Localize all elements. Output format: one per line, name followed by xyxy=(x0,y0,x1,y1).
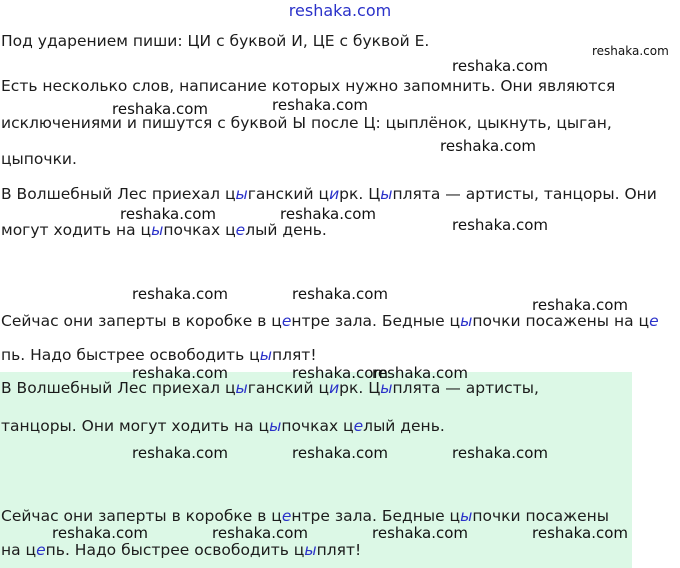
text-segment: пь. Надо быстрее освободить ц xyxy=(1,346,260,364)
missing-letter: е xyxy=(235,221,246,239)
text-segment: танцоры. Они могут ходить на ц xyxy=(1,417,270,435)
text-segment: Сейчас они заперты в коробке в ц xyxy=(1,312,282,330)
missing-letter: ы xyxy=(460,312,473,330)
text-segment: В Волшебный Лес приехал ц xyxy=(1,379,236,397)
answer-paragraph-2-line-2 xyxy=(1,541,361,559)
text-segment: почки посажены xyxy=(472,507,610,525)
watermark: reshaka.com xyxy=(52,524,148,542)
text-segment: плята — артисты, xyxy=(392,379,539,397)
watermark: reshaka.com xyxy=(112,100,208,118)
watermark: reshaka.com xyxy=(272,96,368,114)
watermark: reshaka.com xyxy=(132,364,228,382)
missing-letter: ы xyxy=(151,221,164,239)
text-segment: почках ц xyxy=(281,417,354,435)
site-logo[interactable]: reshaka.com xyxy=(288,1,392,20)
inserted-letter: ы xyxy=(380,379,393,397)
watermark: reshaka.com xyxy=(372,524,468,542)
rule-text: Под ударением пиши: ЦИ с буквой И, ЦЕ с буквой Е. xyxy=(1,32,430,50)
inserted-letter: и xyxy=(329,379,340,397)
exceptions-line-1: Есть несколько слов, написание которых нужно запомнить. Они являются xyxy=(1,77,616,95)
watermark: reshaka.com xyxy=(532,296,628,314)
text-segment: могут ходить на ц xyxy=(1,221,152,239)
inserted-letter: ы xyxy=(304,541,317,559)
text-segment: лый день. xyxy=(245,221,327,239)
missing-letter: ы xyxy=(380,185,393,203)
inserted-letter: ы xyxy=(460,507,473,525)
text-segment: рк. Ц xyxy=(339,185,381,203)
task-paragraph-1-line-2 xyxy=(1,221,327,239)
watermark: reshaka.com xyxy=(532,524,628,542)
watermark: reshaka.com xyxy=(452,444,548,462)
watermark: reshaka.com xyxy=(592,44,669,58)
text-segment: рк. Ц xyxy=(339,379,381,397)
text-segment: В Волшебный Лес приехал ц xyxy=(1,185,236,203)
task-paragraph-2-line-1 xyxy=(1,312,659,330)
text-segment: лый день. xyxy=(363,417,445,435)
watermark: reshaka.com xyxy=(120,205,216,223)
task-paragraph-2-line-2 xyxy=(1,346,317,364)
missing-letter: е xyxy=(281,312,292,330)
answer-paragraph-1-line-2 xyxy=(1,417,445,435)
missing-letter: е xyxy=(649,312,659,330)
missing-letter: и xyxy=(329,185,340,203)
watermark: reshaka.com xyxy=(280,205,376,223)
watermark: reshaka.com xyxy=(132,444,228,462)
exceptions-line-2: исключениями и пишутся с буквой Ы после Ц: цыплёнок, цыкнуть, цыган, xyxy=(1,114,612,132)
inserted-letter: е xyxy=(281,507,292,525)
inserted-letter: е xyxy=(36,541,46,559)
text-segment: почках ц xyxy=(163,221,236,239)
watermark: reshaka.com xyxy=(452,57,548,75)
text-segment: нтре зала. Бедные ц xyxy=(291,312,461,330)
text-segment: ганский ц xyxy=(247,379,330,397)
watermark: reshaka.com xyxy=(212,524,308,542)
text-segment: плята — артисты, танцоры. Они xyxy=(392,185,657,203)
task-paragraph-1-line-1 xyxy=(1,185,657,203)
watermark: reshaka.com xyxy=(292,364,388,382)
watermark: reshaka.com xyxy=(132,285,228,303)
answer-paragraph-2-line-1 xyxy=(1,507,609,525)
watermark: reshaka.com xyxy=(292,444,388,462)
text-segment: плят! xyxy=(271,346,317,364)
missing-letter: ы xyxy=(235,185,248,203)
text-segment: пь. Надо быстрее освободить ц xyxy=(45,541,305,559)
watermark: reshaka.com xyxy=(440,137,536,155)
text-segment: ганский ц xyxy=(247,185,330,203)
text-segment: Сейчас они заперты в коробке в ц xyxy=(1,507,282,525)
inserted-letter: ы xyxy=(269,417,282,435)
text-segment: на ц xyxy=(1,541,37,559)
text-segment: почки посажены на ц xyxy=(472,312,650,330)
exceptions-line-3: цыпочки. xyxy=(1,150,77,168)
text-segment: плят! xyxy=(316,541,362,559)
watermark: reshaka.com xyxy=(292,285,388,303)
watermark: reshaka.com xyxy=(372,364,468,382)
watermark: reshaka.com xyxy=(452,216,548,234)
text-segment: нтре зала. Бедные ц xyxy=(291,507,461,525)
inserted-letter: е xyxy=(353,417,364,435)
missing-letter: ы xyxy=(259,346,272,364)
inserted-letter: ы xyxy=(235,379,248,397)
